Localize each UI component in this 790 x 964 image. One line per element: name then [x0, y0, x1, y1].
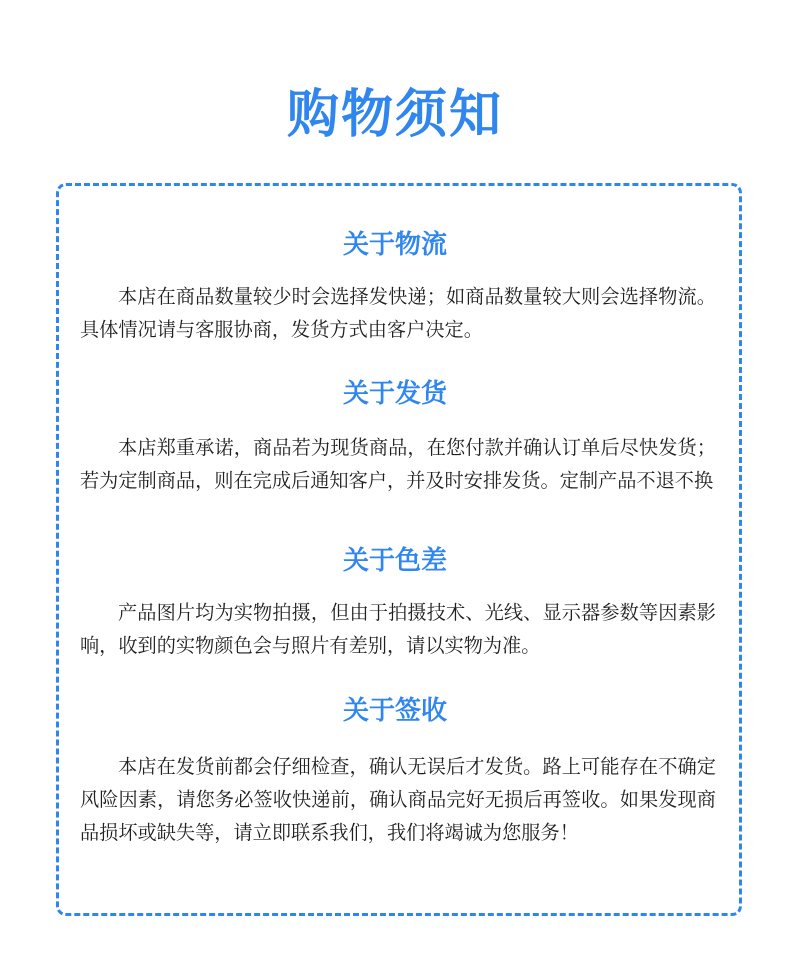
shipping-heading: 关于发货: [342, 379, 447, 409]
receipt-text: 本店在发货前都会仔细检查，确认无误后才发货。路上可能存在不确定风险因素，请您务必签收快递前，确认商品完好无损后再签收。如果发现商品损坏或缺失等，请立即联系我们，我们将竭诚为您服务！: [80, 755, 716, 844]
shipping-text: 本店郑重承诺，商品若为现货商品，在您付款并确认订单后尽快发货；若为定制商品，则在完成后通知客户，并及时安排发货。定制产品不退不换: [80, 436, 716, 492]
page-title: 购物须知: [286, 85, 503, 145]
logistics-text: 本店在商品数量较少时会选择发快递；如商品数量较大则会选择物流。具体情况请与客服协商，发货方式由客户决定。: [80, 285, 716, 341]
color-difference-text: 产品图片均为实物拍摄，但由于拍摄技术、光线、显示器参数等因素影响，收到的实物颜色会与照片有差别，请以实物为准。: [80, 601, 716, 657]
color-difference-heading: 关于色差: [342, 546, 447, 576]
receipt-heading: 关于签收: [342, 696, 447, 726]
logistics-heading: 关于物流: [342, 230, 447, 260]
